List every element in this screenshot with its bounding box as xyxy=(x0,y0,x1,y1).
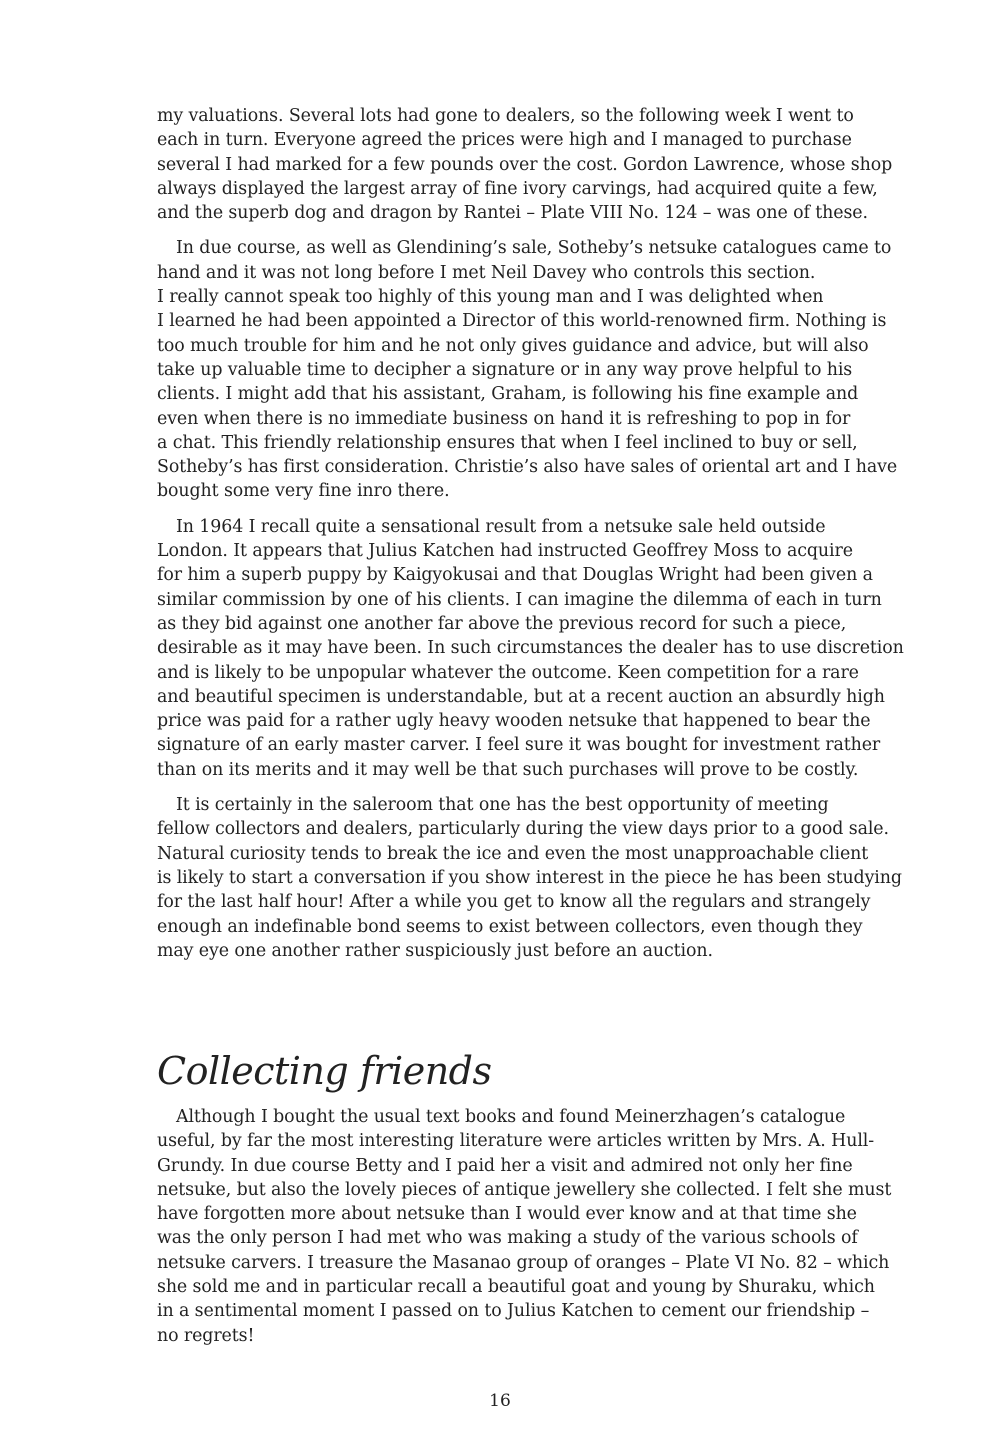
text-line: desirable as it may have been. In such circumstances the dealer has to use discretion xyxy=(157,638,904,659)
paragraph-1 xyxy=(157,104,893,225)
text-line: no regrets! xyxy=(157,1325,255,1346)
text-line: my valuations. Several lots had gone to dealers, so the following week I went to xyxy=(157,106,854,126)
text-line: fellow collectors and dealers, particularly during the view days prior to a good sale. xyxy=(157,819,889,840)
text-line: than on its merits and it may well be that such purchases will prove to be costly. xyxy=(157,759,859,780)
section-heading: Collecting friends xyxy=(157,1049,492,1093)
text-line: price was paid for a rather ugly heavy wooden netsuke that happened to bear the xyxy=(157,711,871,732)
text-line: It is certainly in the saleroom that one has the best opportunity of meeting xyxy=(176,795,829,816)
text-line: and the superb dog and dragon by Rantei – Plate VIII No. 124 – was one of these. xyxy=(157,203,868,224)
text-line: as they bid against one another far above the previous record for such a piece, xyxy=(157,613,847,634)
text-line: useful, by far the most interesting literature were articles written by Mrs. A. Hull- xyxy=(157,1131,875,1152)
text-line: netsuke, but also the lovely pieces of antique jewellery she collected. I felt she must xyxy=(157,1179,892,1200)
text-line: netsuke carvers. I treasure the Masanao group of oranges – Plate VI No. 82 – which xyxy=(157,1252,890,1273)
text-line: too much trouble for him and he not only gives guidance and advice, but will also xyxy=(157,335,869,356)
text-line: is likely to start a conversation if you show interest in the piece he has been studying xyxy=(157,867,902,888)
text-line: have forgotten more about netsuke than I would ever know and at that time she xyxy=(157,1204,857,1225)
text-line: bought some very fine inro there. xyxy=(157,481,450,502)
text-line: enough an indefinable bond seems to exist between collectors, even though they xyxy=(157,916,863,937)
page-number: 16 xyxy=(489,1391,511,1411)
text-line: Grundy. In due course Betty and I paid her a visit and admired not only her fine xyxy=(157,1155,853,1176)
paragraph-2 xyxy=(157,236,898,503)
text-line: Natural curiosity tends to break the ice and even the most unapproachable client xyxy=(157,843,869,864)
text-line: Although I bought the usual text books and found Meinerzhagen’s catalogue xyxy=(176,1107,846,1127)
text-line: and is likely to be unpopular whatever the outcome. Keen competition for a rare xyxy=(157,662,859,683)
text-line: each in turn. Everyone agreed the prices were high and I managed to purchase xyxy=(157,130,852,151)
text-line: several I had marked for a few pounds over the cost. Gordon Lawrence, whose shop xyxy=(157,154,893,175)
body-text xyxy=(157,104,904,974)
text-line: In 1964 I recall quite a sensational result from a netsuke sale held outside xyxy=(176,516,826,537)
text-line: was the only person I had met who was making a study of the various schools of xyxy=(157,1228,858,1249)
paragraph-3 xyxy=(157,515,904,782)
text-line: and beautiful specimen is understandable, but at a recent auction an absurdly high xyxy=(157,686,885,707)
text-line: signature of an early master carver. I feel sure it was bought for investment rather xyxy=(157,735,881,756)
text-line: I learned he had been appointed a Director of this world-renowned firm. Nothing is xyxy=(157,311,887,332)
text-line: I really cannot speak too highly of this young man and I was delighted when xyxy=(157,287,824,308)
text-line: a chat. This friendly relationship ensures that when I feel inclined to buy or sell, xyxy=(157,432,858,453)
text-line: take up valuable time to decipher a signature or in any way prove helpful to his xyxy=(157,359,853,380)
section-paragraph xyxy=(157,1105,892,1348)
text-line: she sold me and in particular recall a beautiful goat and young by Shuraku, which xyxy=(157,1277,875,1298)
text-line: Sotheby’s has first consideration. Christie’s also have sales of oriental art and I have xyxy=(157,457,898,478)
text-line: for the last half hour! After a while you get to know all the regulars and strangely xyxy=(157,892,871,913)
text-line: clients. I might add that his assistant, Graham, is following his fine example and xyxy=(157,384,859,405)
text-line: similar commission by one of his clients. I can imagine the dilemma of each in turn xyxy=(157,589,882,610)
text-line: may eye one another rather suspiciously just before an auction. xyxy=(157,940,713,961)
text-line: London. It appears that Julius Katchen had instructed Geoffrey Moss to acquire xyxy=(157,541,853,562)
paragraph-4 xyxy=(157,793,902,963)
text-line: in a sentimental moment I passed on to Julius Katchen to cement our friendship – xyxy=(157,1301,870,1322)
text-line: always displayed the largest array of fine ivory carvings, had acquired quite a few, xyxy=(157,178,878,199)
text-line: even when there is no immediate business on hand it is refreshing to pop in for xyxy=(157,408,851,429)
text-line: In due course, as well as Glendining’s sale, Sotheby’s netsuke catalogues came to xyxy=(176,238,892,259)
text-line: for him a superb puppy by Kaigyokusai and that Douglas Wright had been given a xyxy=(157,565,873,586)
text-line: hand and it was not long before I met Neil Davey who controls this section. xyxy=(157,262,816,283)
